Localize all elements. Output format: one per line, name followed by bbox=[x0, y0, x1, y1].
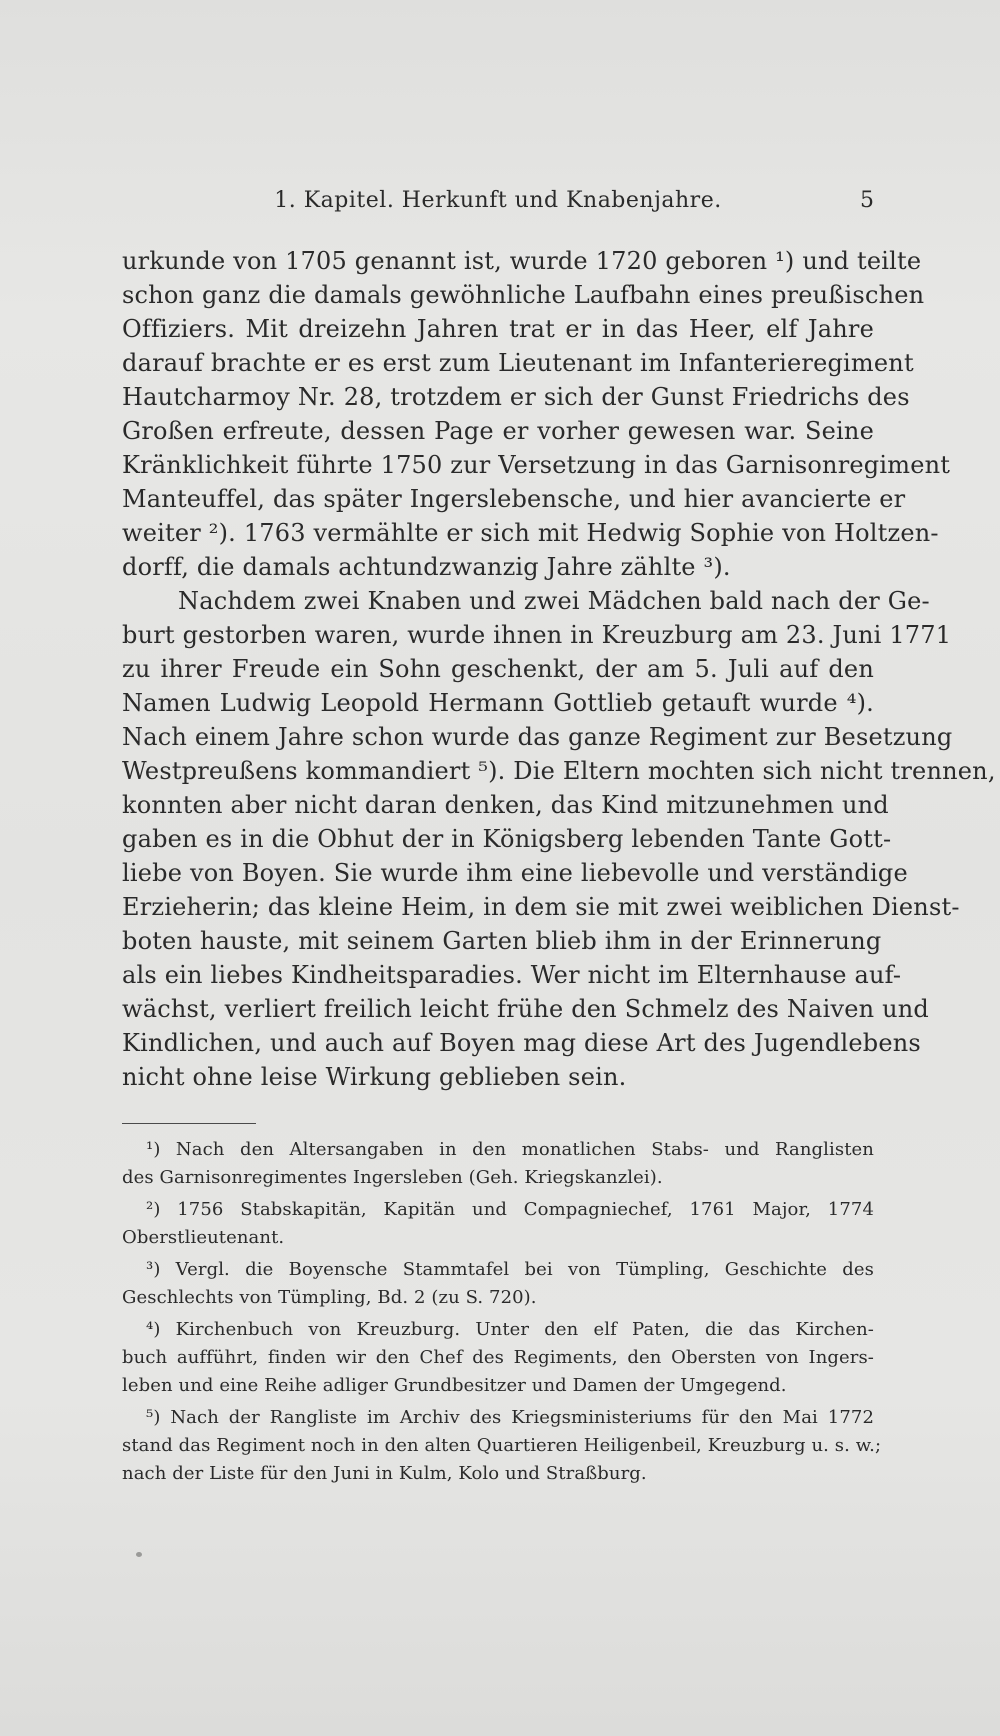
text-line: boten hauste, mit seinem Garten blieb ihm in der Erinnerung bbox=[122, 927, 882, 955]
footnote-separator bbox=[122, 1123, 256, 1124]
footnote-line: ¹) Nach den Altersangaben in den monatlichen Stabs- und Ranglisten bbox=[146, 1139, 874, 1160]
text-line: Kränklichkeit führte 1750 zur Versetzung in das Garnisonregiment bbox=[122, 451, 951, 479]
text-line: schon ganz die damals gewöhnliche Laufbahn eines preußischen bbox=[122, 281, 925, 309]
footnotes bbox=[122, 1136, 882, 1492]
footnote-line: leben und eine Reihe adliger Grundbesitzer und Damen der Umgegend. bbox=[122, 1375, 787, 1396]
text-line: gaben es in die Obhut der in Königsberg lebenden Tante Gott- bbox=[122, 825, 892, 853]
text-line: wächst, verliert freilich leicht frühe den Schmelz des Naiven und bbox=[122, 995, 929, 1023]
footnote-line: Oberstlieutenant. bbox=[122, 1227, 285, 1248]
text-line: burt gestorben waren, wurde ihnen in Kreuzburg am 23. Juni 1771 bbox=[122, 621, 952, 649]
footnote-line: Geschlechts von Tümpling, Bd. 2 (zu S. 720). bbox=[122, 1287, 537, 1308]
text-line: urkunde von 1705 genannt ist, wurde 1720 geboren ¹) und teilte bbox=[122, 247, 922, 275]
text-line: Kindlichen, und auch auf Boyen mag diese Art des Jugendlebens bbox=[122, 1029, 921, 1057]
footnote-line: buch aufführt, finden wir den Chef des Regiments, den Obersten von Ingers- bbox=[122, 1347, 874, 1368]
footnote-5 bbox=[122, 1404, 882, 1488]
paper-speck bbox=[136, 1552, 142, 1557]
footnote-line: stand das Regiment noch in den alten Quartieren Heiligenbeil, Kreuzburg u. s. w.; bbox=[122, 1435, 882, 1456]
footnote-3 bbox=[122, 1256, 874, 1312]
text-line: dorff, die damals achtundzwanzig Jahre zählte ³). bbox=[122, 553, 731, 581]
running-head: 1. Kapitel. Herkunft und Knabenjahre. bbox=[274, 188, 722, 213]
text-line: Nachdem zwei Knaben und zwei Mädchen bald nach der Ge- bbox=[178, 587, 930, 615]
footnote-2 bbox=[122, 1196, 874, 1252]
text-line: konnten aber nicht daran denken, das Kind mitzunehmen und bbox=[122, 791, 889, 819]
text-line: nicht ohne leise Wirkung geblieben sein. bbox=[122, 1063, 627, 1091]
footnote-line: ²) 1756 Stabskapitän, Kapitän und Compagniechef, 1761 Major, 1774 bbox=[146, 1199, 874, 1220]
text-line: Erzieherin; das kleine Heim, in dem sie mit zwei weiblichen Dienst- bbox=[122, 893, 960, 921]
footnote-line: ⁵) Nach der Rangliste im Archiv des Kriegsministeriums für den Mai 1772 bbox=[146, 1407, 874, 1428]
text-line: Nach einem Jahre schon wurde das ganze Regiment zur Besetzung bbox=[122, 723, 953, 751]
text-line: darauf brachte er es erst zum Lieutenant im Infanterieregiment bbox=[122, 349, 914, 377]
text-line: weiter ²). 1763 vermählte er sich mit Hedwig Sophie von Holtzen- bbox=[122, 519, 939, 547]
text-line: liebe von Boyen. Sie wurde ihm eine liebevolle und verständige bbox=[122, 859, 908, 887]
text-line: Hautcharmoy Nr. 28, trotzdem er sich der Gunst Friedrichs des bbox=[122, 383, 910, 411]
text-line: Westpreußens kommandiert ⁵). Die Eltern mochten sich nicht trennen, bbox=[122, 757, 996, 785]
footnote-line: des Garnisonregimentes Ingersleben (Geh. Kriegskanzlei). bbox=[122, 1167, 663, 1188]
footnote-line: ³) Vergl. die Boyensche Stammtafel bei von Tümpling, Geschichte des bbox=[146, 1259, 874, 1280]
footnote-4 bbox=[122, 1316, 874, 1400]
text-line: Offiziers. Mit dreizehn Jahren trat er in das Heer, elf Jahre bbox=[122, 315, 874, 343]
text-line: Großen erfreute, dessen Page er vorher gewesen war. Seine bbox=[122, 417, 874, 445]
page-header bbox=[122, 188, 874, 224]
text-line: als ein liebes Kindheitsparadies. Wer nicht im Elternhause auf- bbox=[122, 961, 902, 989]
page-number: 5 bbox=[860, 188, 874, 213]
text-line: Manteuffel, das später Ingerslebensche, und hier avancierte er bbox=[122, 485, 906, 513]
footnote-line: ⁴) Kirchenbuch von Kreuzburg. Unter den elf Paten, die das Kirchen- bbox=[146, 1319, 874, 1340]
body-text bbox=[122, 244, 996, 1094]
footnote-line: nach der Liste für den Juni in Kulm, Kolo und Straßburg. bbox=[122, 1463, 647, 1484]
footnote-1 bbox=[122, 1136, 874, 1192]
text-line: zu ihrer Freude ein Sohn geschenkt, der am 5. Juli auf den bbox=[122, 655, 874, 683]
text-line: Namen Ludwig Leopold Hermann Gottlieb getauft wurde ⁴). bbox=[122, 689, 874, 717]
